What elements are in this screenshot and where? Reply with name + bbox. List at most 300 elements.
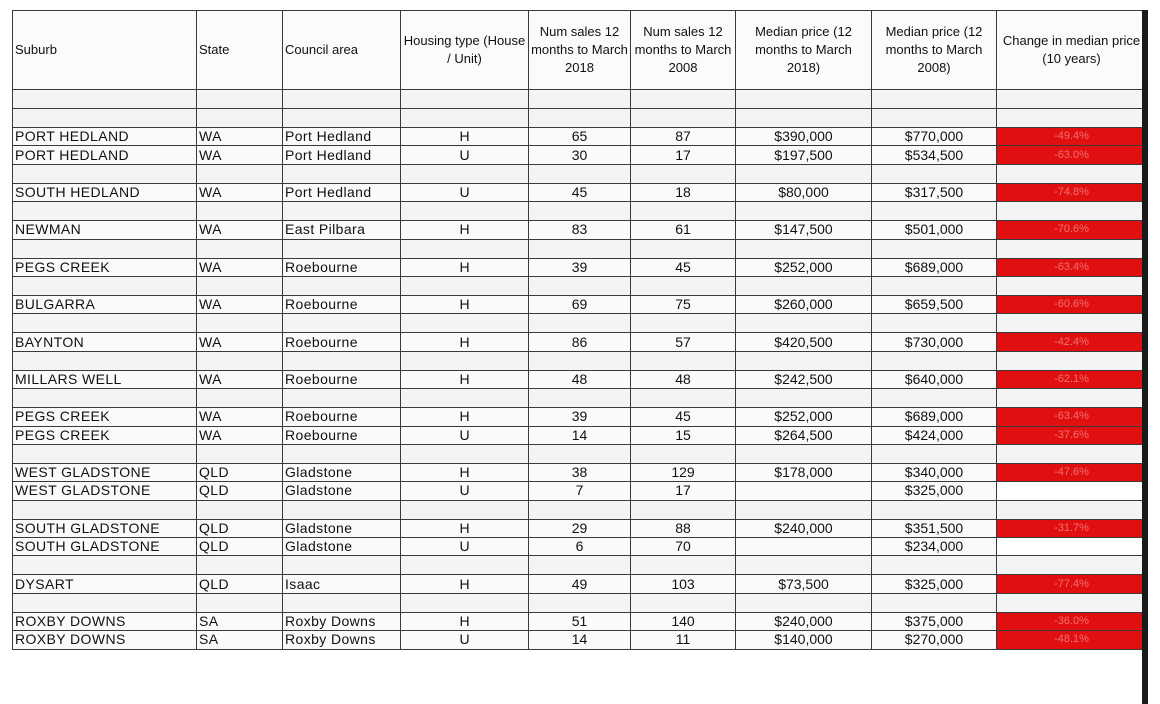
table-row: [13, 463, 1147, 481]
cell-suburb: MILLARS WELL: [13, 370, 197, 388]
cell-num-sales-2018: 48: [529, 370, 631, 388]
empty-cell: [997, 500, 1147, 519]
empty-cell: [997, 389, 1147, 408]
cell-num-sales-2018: 29: [529, 519, 631, 537]
cell-num-sales-2018: 49: [529, 575, 631, 593]
table-row: [13, 146, 1147, 164]
empty-cell: [283, 351, 401, 370]
empty-cell: [872, 444, 997, 463]
cell-num-sales-2008: 11: [631, 631, 736, 649]
table-row: [13, 426, 1147, 444]
empty-cell: [197, 351, 283, 370]
empty-cell: [872, 90, 997, 109]
empty-cell: [529, 593, 631, 612]
empty-cell: [631, 351, 736, 370]
header-row: [13, 11, 1147, 90]
cell-median-price-2018: $390,000: [736, 128, 872, 146]
empty-cell: [997, 276, 1147, 295]
property-price-table: [12, 10, 1147, 650]
cell-council-area: Port Hedland: [283, 146, 401, 164]
cell-council-area: Port Hedland: [283, 128, 401, 146]
empty-cell: [401, 202, 529, 221]
cell-num-sales-2018: 69: [529, 295, 631, 313]
table-row: [13, 333, 1147, 351]
cell-housing-type: U: [401, 538, 529, 556]
empty-cell: [13, 239, 197, 258]
cell-median-price-2018: $178,000: [736, 463, 872, 481]
empty-cell: [13, 444, 197, 463]
cell-state: WA: [197, 146, 283, 164]
cell-num-sales-2018: 30: [529, 146, 631, 164]
cell-change: -63.4%: [997, 408, 1147, 426]
cell-council-area: Roebourne: [283, 258, 401, 276]
empty-cell: [197, 593, 283, 612]
empty-cell: [736, 109, 872, 128]
header-change-median-price: Change in median price (10 years): [997, 11, 1147, 90]
empty-cell: [529, 314, 631, 333]
cell-council-area: Gladstone: [283, 482, 401, 500]
blank-row: [13, 164, 1147, 183]
empty-cell: [283, 239, 401, 258]
table-body: [13, 90, 1147, 650]
cell-council-area: Roebourne: [283, 408, 401, 426]
cell-median-price-2008: $730,000: [872, 333, 997, 351]
table-row: [13, 631, 1147, 649]
cell-housing-type: U: [401, 631, 529, 649]
table-row: [13, 482, 1147, 500]
cell-change: [997, 538, 1147, 556]
empty-cell: [872, 593, 997, 612]
blank-row: [13, 351, 1147, 370]
cell-median-price-2008: $325,000: [872, 482, 997, 500]
cell-median-price-2018: $252,000: [736, 408, 872, 426]
blank-row: [13, 202, 1147, 221]
cell-suburb: ROXBY DOWNS: [13, 612, 197, 630]
table-row: [13, 575, 1147, 593]
cell-housing-type: U: [401, 146, 529, 164]
empty-cell: [401, 276, 529, 295]
cell-num-sales-2008: 18: [631, 183, 736, 201]
cell-state: WA: [197, 183, 283, 201]
empty-cell: [631, 556, 736, 575]
cell-median-price-2018: $264,500: [736, 426, 872, 444]
cell-change: -62.1%: [997, 370, 1147, 388]
empty-cell: [736, 202, 872, 221]
spreadsheet: [12, 10, 1148, 704]
empty-cell: [197, 389, 283, 408]
cell-housing-type: H: [401, 519, 529, 537]
cell-suburb: SOUTH GLADSTONE: [13, 538, 197, 556]
empty-cell: [283, 276, 401, 295]
empty-cell: [401, 351, 529, 370]
empty-cell: [872, 556, 997, 575]
empty-cell: [631, 239, 736, 258]
cell-state: WA: [197, 128, 283, 146]
cell-num-sales-2018: 39: [529, 258, 631, 276]
empty-cell: [631, 444, 736, 463]
cell-num-sales-2008: 75: [631, 295, 736, 313]
cell-median-price-2008: $640,000: [872, 370, 997, 388]
empty-cell: [997, 444, 1147, 463]
cell-median-price-2008: $340,000: [872, 463, 997, 481]
empty-cell: [283, 500, 401, 519]
empty-cell: [736, 500, 872, 519]
empty-cell: [872, 109, 997, 128]
cell-change: -47.6%: [997, 463, 1147, 481]
empty-cell: [401, 239, 529, 258]
cell-housing-type: U: [401, 183, 529, 201]
empty-cell: [13, 90, 197, 109]
cell-housing-type: H: [401, 221, 529, 239]
cell-state: WA: [197, 370, 283, 388]
empty-cell: [197, 276, 283, 295]
empty-cell: [529, 109, 631, 128]
empty-cell: [283, 314, 401, 333]
table-row: [13, 370, 1147, 388]
empty-cell: [401, 109, 529, 128]
cell-change: -49.4%: [997, 128, 1147, 146]
cell-num-sales-2018: 45: [529, 183, 631, 201]
empty-cell: [401, 90, 529, 109]
cell-median-price-2008: $351,500: [872, 519, 997, 537]
empty-cell: [401, 164, 529, 183]
cell-median-price-2008: $689,000: [872, 258, 997, 276]
cell-median-price-2018: $260,000: [736, 295, 872, 313]
empty-cell: [529, 556, 631, 575]
blank-row: [13, 90, 1147, 109]
cell-change: -60.6%: [997, 295, 1147, 313]
cell-change: -37.6%: [997, 426, 1147, 444]
cell-median-price-2008: $689,000: [872, 408, 997, 426]
cell-num-sales-2008: 103: [631, 575, 736, 593]
cell-num-sales-2018: 51: [529, 612, 631, 630]
table-row: [13, 258, 1147, 276]
cell-council-area: Gladstone: [283, 463, 401, 481]
cell-median-price-2008: $424,000: [872, 426, 997, 444]
cell-state: SA: [197, 631, 283, 649]
empty-cell: [529, 389, 631, 408]
cell-num-sales-2018: 38: [529, 463, 631, 481]
empty-cell: [631, 500, 736, 519]
header-housing-type: Housing type (House / Unit): [401, 11, 529, 90]
empty-cell: [13, 593, 197, 612]
empty-cell: [872, 389, 997, 408]
empty-cell: [13, 500, 197, 519]
cell-housing-type: H: [401, 333, 529, 351]
empty-cell: [997, 164, 1147, 183]
empty-cell: [736, 90, 872, 109]
cell-housing-type: H: [401, 408, 529, 426]
empty-cell: [283, 109, 401, 128]
cell-change: -77.4%: [997, 575, 1147, 593]
cell-change: -70.6%: [997, 221, 1147, 239]
blank-row: [13, 500, 1147, 519]
cell-state: WA: [197, 295, 283, 313]
cell-suburb: WEST GLADSTONE: [13, 463, 197, 481]
cell-num-sales-2018: 65: [529, 128, 631, 146]
empty-cell: [872, 202, 997, 221]
empty-cell: [401, 556, 529, 575]
empty-cell: [283, 389, 401, 408]
cell-council-area: Roebourne: [283, 370, 401, 388]
empty-cell: [283, 202, 401, 221]
cell-housing-type: H: [401, 463, 529, 481]
cell-median-price-2018: $73,500: [736, 575, 872, 593]
empty-cell: [872, 500, 997, 519]
empty-cell: [736, 444, 872, 463]
cell-housing-type: H: [401, 370, 529, 388]
cell-housing-type: H: [401, 128, 529, 146]
cell-num-sales-2008: 129: [631, 463, 736, 481]
empty-cell: [401, 314, 529, 333]
empty-cell: [197, 90, 283, 109]
cell-suburb: PORT HEDLAND: [13, 128, 197, 146]
header-median-price-2018: Median price (12 months to March 2018): [736, 11, 872, 90]
cell-median-price-2018: $147,500: [736, 221, 872, 239]
table-row: [13, 221, 1147, 239]
empty-cell: [736, 276, 872, 295]
cell-median-price-2008: $325,000: [872, 575, 997, 593]
empty-cell: [197, 314, 283, 333]
cell-housing-type: H: [401, 295, 529, 313]
cell-num-sales-2008: 61: [631, 221, 736, 239]
empty-cell: [13, 351, 197, 370]
cell-state: WA: [197, 333, 283, 351]
empty-cell: [401, 389, 529, 408]
cell-median-price-2008: $534,500: [872, 146, 997, 164]
blank-row: [13, 314, 1147, 333]
empty-cell: [736, 239, 872, 258]
cell-median-price-2008: $770,000: [872, 128, 997, 146]
empty-cell: [283, 164, 401, 183]
cell-num-sales-2008: 70: [631, 538, 736, 556]
cell-num-sales-2018: 6: [529, 538, 631, 556]
cell-median-price-2018: [736, 538, 872, 556]
cell-state: QLD: [197, 575, 283, 593]
cell-council-area: Roebourne: [283, 426, 401, 444]
cell-state: WA: [197, 221, 283, 239]
empty-cell: [872, 239, 997, 258]
empty-cell: [529, 500, 631, 519]
table-row: [13, 408, 1147, 426]
cell-council-area: Roxby Downs: [283, 631, 401, 649]
empty-cell: [197, 164, 283, 183]
cell-median-price-2008: $234,000: [872, 538, 997, 556]
empty-cell: [997, 239, 1147, 258]
empty-cell: [197, 500, 283, 519]
empty-cell: [631, 389, 736, 408]
cell-median-price-2018: $240,000: [736, 612, 872, 630]
cell-suburb: PEGS CREEK: [13, 258, 197, 276]
empty-cell: [631, 109, 736, 128]
cell-state: SA: [197, 612, 283, 630]
cell-housing-type: U: [401, 482, 529, 500]
table-row: [13, 128, 1147, 146]
cell-housing-type: H: [401, 575, 529, 593]
table-row: [13, 519, 1147, 537]
blank-row: [13, 556, 1147, 575]
empty-cell: [631, 202, 736, 221]
empty-cell: [401, 593, 529, 612]
empty-cell: [13, 276, 197, 295]
blank-row: [13, 109, 1147, 128]
blank-row: [13, 276, 1147, 295]
cell-suburb: PEGS CREEK: [13, 426, 197, 444]
empty-cell: [197, 239, 283, 258]
blank-row: [13, 239, 1147, 258]
cell-num-sales-2008: 45: [631, 408, 736, 426]
cell-housing-type: U: [401, 426, 529, 444]
cell-suburb: SOUTH GLADSTONE: [13, 519, 197, 537]
cell-num-sales-2018: 14: [529, 426, 631, 444]
cell-change: -74.8%: [997, 183, 1147, 201]
empty-cell: [283, 556, 401, 575]
blank-row: [13, 389, 1147, 408]
empty-cell: [872, 164, 997, 183]
cell-state: QLD: [197, 482, 283, 500]
cell-council-area: East Pilbara: [283, 221, 401, 239]
empty-cell: [529, 239, 631, 258]
empty-cell: [529, 351, 631, 370]
empty-cell: [401, 444, 529, 463]
empty-cell: [997, 593, 1147, 612]
empty-cell: [997, 351, 1147, 370]
cell-change: -63.4%: [997, 258, 1147, 276]
empty-cell: [736, 314, 872, 333]
empty-cell: [997, 90, 1147, 109]
empty-cell: [13, 109, 197, 128]
cell-median-price-2018: $240,000: [736, 519, 872, 537]
cell-suburb: SOUTH HEDLAND: [13, 183, 197, 201]
empty-cell: [872, 351, 997, 370]
cell-change: -36.0%: [997, 612, 1147, 630]
empty-cell: [872, 276, 997, 295]
cell-suburb: PEGS CREEK: [13, 408, 197, 426]
table-row: [13, 612, 1147, 630]
empty-cell: [401, 500, 529, 519]
empty-cell: [736, 556, 872, 575]
cell-state: WA: [197, 408, 283, 426]
cell-median-price-2018: $197,500: [736, 146, 872, 164]
cell-num-sales-2008: 17: [631, 146, 736, 164]
empty-cell: [197, 444, 283, 463]
empty-cell: [631, 593, 736, 612]
cell-num-sales-2008: 15: [631, 426, 736, 444]
cell-median-price-2008: $659,500: [872, 295, 997, 313]
empty-cell: [736, 389, 872, 408]
cell-suburb: WEST GLADSTONE: [13, 482, 197, 500]
cell-suburb: NEWMAN: [13, 221, 197, 239]
cell-suburb: PORT HEDLAND: [13, 146, 197, 164]
cell-council-area: Roebourne: [283, 333, 401, 351]
cell-num-sales-2008: 87: [631, 128, 736, 146]
cell-median-price-2008: $270,000: [872, 631, 997, 649]
cell-median-price-2018: $80,000: [736, 183, 872, 201]
cell-change: -31.7%: [997, 519, 1147, 537]
cell-median-price-2018: $140,000: [736, 631, 872, 649]
cell-num-sales-2008: 45: [631, 258, 736, 276]
cell-median-price-2008: $317,500: [872, 183, 997, 201]
cell-num-sales-2018: 7: [529, 482, 631, 500]
empty-cell: [631, 164, 736, 183]
empty-cell: [736, 351, 872, 370]
header-suburb: Suburb: [13, 11, 197, 90]
cell-state: WA: [197, 258, 283, 276]
empty-cell: [13, 164, 197, 183]
cell-median-price-2018: $252,000: [736, 258, 872, 276]
empty-cell: [631, 314, 736, 333]
cell-council-area: Roxby Downs: [283, 612, 401, 630]
cell-state: QLD: [197, 463, 283, 481]
cell-num-sales-2008: 88: [631, 519, 736, 537]
cell-num-sales-2018: 14: [529, 631, 631, 649]
cell-num-sales-2018: 39: [529, 408, 631, 426]
table-row: [13, 295, 1147, 313]
cell-suburb: ROXBY DOWNS: [13, 631, 197, 649]
empty-cell: [283, 593, 401, 612]
cell-median-price-2018: [736, 482, 872, 500]
cell-num-sales-2008: 140: [631, 612, 736, 630]
blank-row: [13, 444, 1147, 463]
cell-council-area: Isaac: [283, 575, 401, 593]
empty-cell: [197, 109, 283, 128]
table-row: [13, 538, 1147, 556]
cell-change: -42.4%: [997, 333, 1147, 351]
empty-cell: [631, 90, 736, 109]
empty-cell: [872, 314, 997, 333]
cell-suburb: BULGARRA: [13, 295, 197, 313]
cell-change: [997, 482, 1147, 500]
cell-council-area: Gladstone: [283, 519, 401, 537]
cell-state: QLD: [197, 538, 283, 556]
cell-median-price-2008: $501,000: [872, 221, 997, 239]
empty-cell: [13, 389, 197, 408]
cell-suburb: DYSART: [13, 575, 197, 593]
empty-cell: [13, 556, 197, 575]
cell-median-price-2018: $242,500: [736, 370, 872, 388]
cell-council-area: Port Hedland: [283, 183, 401, 201]
cell-council-area: Gladstone: [283, 538, 401, 556]
cell-median-price-2008: $375,000: [872, 612, 997, 630]
cell-num-sales-2008: 48: [631, 370, 736, 388]
empty-cell: [997, 109, 1147, 128]
cell-housing-type: H: [401, 258, 529, 276]
cell-suburb: BAYNTON: [13, 333, 197, 351]
header-median-price-2008: Median price (12 months to March 2008): [872, 11, 997, 90]
cell-num-sales-2008: 57: [631, 333, 736, 351]
empty-cell: [197, 556, 283, 575]
empty-cell: [997, 556, 1147, 575]
header-num-sales-2018: Num sales 12 months to March 2018: [529, 11, 631, 90]
empty-cell: [736, 593, 872, 612]
header-state: State: [197, 11, 283, 90]
empty-cell: [529, 276, 631, 295]
empty-cell: [13, 314, 197, 333]
table-row: [13, 183, 1147, 201]
header-num-sales-2008: Num sales 12 months to March 2008: [631, 11, 736, 90]
empty-cell: [997, 314, 1147, 333]
empty-cell: [529, 202, 631, 221]
blank-row: [13, 593, 1147, 612]
empty-cell: [13, 202, 197, 221]
empty-cell: [997, 202, 1147, 221]
cell-num-sales-2018: 83: [529, 221, 631, 239]
empty-cell: [736, 164, 872, 183]
empty-cell: [283, 444, 401, 463]
cell-state: WA: [197, 426, 283, 444]
empty-cell: [631, 276, 736, 295]
cell-num-sales-2008: 17: [631, 482, 736, 500]
